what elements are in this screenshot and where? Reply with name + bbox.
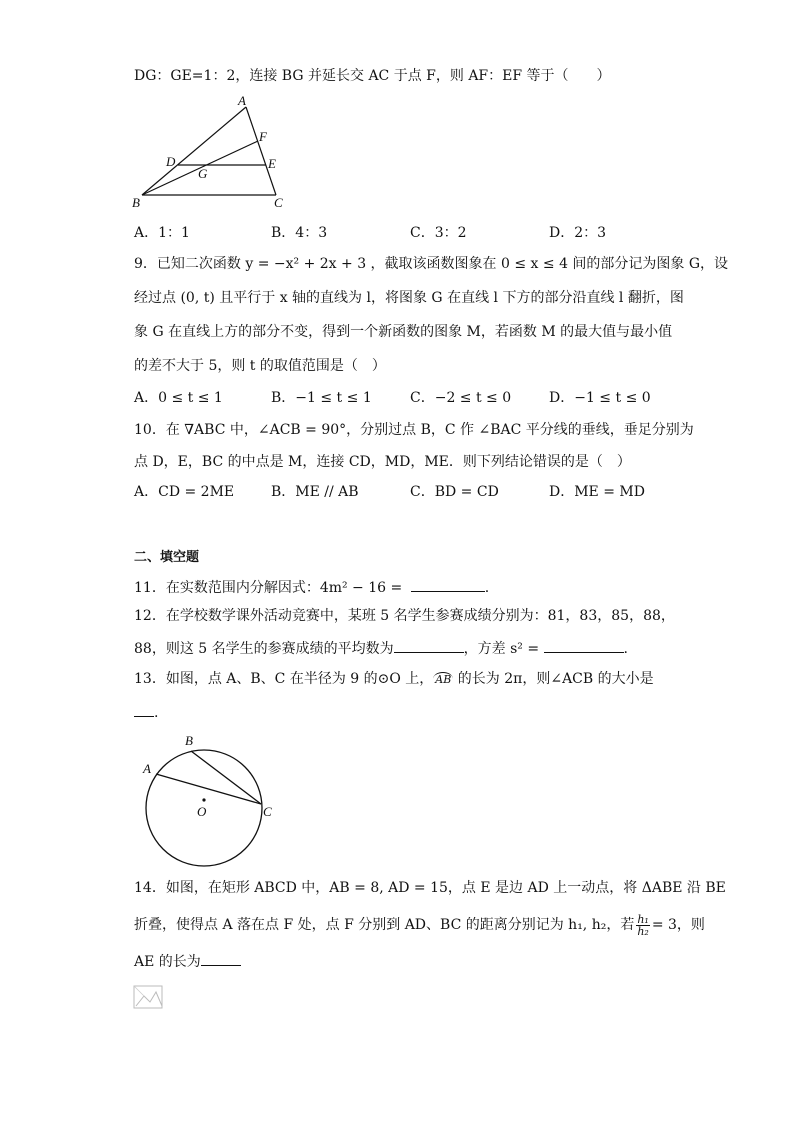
q9-line-2: 经过点 (0, t) 且平行于 x 轴的直线为 l，将图象 G 在直线 l 下方的部分沿直线 l 翻折，图 <box>134 290 684 306</box>
label-G: G <box>198 166 208 181</box>
label-E: E <box>268 156 276 171</box>
label-B: B <box>132 195 140 210</box>
q11-end: . <box>484 580 490 596</box>
q11-line <box>134 577 489 598</box>
q14-answer-blank[interactable] <box>201 951 241 966</box>
q10-option-a: A．CD = 2ME <box>134 484 235 500</box>
q14-frac-den: h₂ <box>637 924 649 938</box>
q9-line-4: 的差不大于 5，则 t 的取值范围是（ ） <box>134 358 386 374</box>
q14-line-1: 14．如图，在矩形 ABCD 中，AB = 8, AD = 15，点 E 是边 AD 上一动点，将 ΔABE 沿 BE <box>134 880 726 896</box>
q12-end: . <box>623 641 628 657</box>
label-A: A <box>143 761 151 776</box>
q8-option-a: A．1：1 <box>134 225 190 241</box>
q13-text-a: 13．如图，点 A、B、C 在半径为 9 的⊙O 上， <box>134 671 434 687</box>
label-F: F <box>259 129 267 144</box>
q12-line-2 <box>134 638 628 659</box>
segment-AC <box>156 774 261 804</box>
q14-text-b: = 3，则 <box>651 917 705 933</box>
label-A: A <box>238 93 246 108</box>
segment-BC <box>191 751 261 804</box>
q14-text-a: 折叠，使得点 A 落在点 F 处，点 F 分别到 AD、BC 的距离分别记为 h₁, h₂，若 <box>134 917 635 933</box>
q9-option-c: C．−2 ≤ t ≤ 0 <box>410 390 512 406</box>
q13-arc-label: AB <box>435 673 452 686</box>
q11-text: 11．在实数范围内分解因式：4m² − 16 = <box>134 580 403 596</box>
label-O: O <box>197 804 207 819</box>
label-C: C <box>263 804 272 819</box>
q10-option-b: B．ME // AB <box>271 484 359 500</box>
q14-line-3 <box>134 951 241 972</box>
q9-option-d: D．−1 ≤ t ≤ 0 <box>549 390 651 406</box>
q14-fraction <box>636 914 650 937</box>
segment-AB <box>142 107 246 195</box>
label-B: B <box>185 733 193 748</box>
q12-line-1: 12．在学校数学课外活动竞赛中，某班 5 名学生参赛成绩分别为：81，83，85，88， <box>134 608 675 624</box>
q14-frac-num: h₁ <box>637 912 649 926</box>
segment-AC <box>246 107 276 195</box>
q9-option-a: A．0 ≤ t ≤ 1 <box>134 390 223 406</box>
q9-line-3: 象 G 在直线上方的部分不变，得到一个新函数的图象 M，若函数 M 的最大值与最小值 <box>134 324 673 340</box>
q12-text-b: ，方差 s² = <box>463 641 540 657</box>
q12-mean-blank[interactable] <box>394 638 464 653</box>
q11-answer-blank[interactable] <box>411 577 485 592</box>
q9-line-1: 9．已知二次函数 y = −x² + 2x + 3 ，截取该函数图象在 0 ≤ x ≤ 4 间的部分记为图象 G，设 <box>134 256 729 272</box>
section-2-title: 二、填空题 <box>134 550 200 565</box>
q10-line-2: 点 D，E，BC 的中点是 M，连接 CD，MD，ME．则下列结论错误的是（ ） <box>134 454 631 470</box>
q14-text-c: AE 的长为 <box>134 954 201 970</box>
q8-option-b: B．4：3 <box>271 225 328 241</box>
q8-option-d: D．2：3 <box>549 225 607 241</box>
center-dot <box>202 798 205 801</box>
q10-line-1: 10．在 ∇ABC 中，∠ACB = 90°，分别过点 B，C 作 ∠BAC 平分线的垂线，垂足分别为 <box>134 422 694 438</box>
q13-circle-figure <box>140 730 300 870</box>
q14-broken-image-icon <box>132 984 166 1010</box>
q13-end: . <box>154 705 159 721</box>
q8-triangle-figure <box>130 95 290 210</box>
q13-answer-blank[interactable] <box>134 702 154 717</box>
q9-option-b: B．−1 ≤ t ≤ 1 <box>271 390 372 406</box>
q13-line-1 <box>134 669 654 690</box>
q12-variance-blank[interactable] <box>544 638 624 653</box>
q10-option-d: D．ME = MD <box>549 484 645 500</box>
label-C: C <box>274 195 283 210</box>
q8-option-c: C．3：2 <box>410 225 467 241</box>
q13-text-b: 的长为 2π，则∠ACB 的大小是 <box>453 671 654 687</box>
label-D: D <box>166 154 176 169</box>
q8-stem: DG：GE=1：2，连接 BG 并延长交 AC 于点 F，则 AF：EF 等于（ ） <box>134 68 611 84</box>
q14-line-2 <box>134 912 705 938</box>
q10-option-c: C．BD = CD <box>410 484 499 500</box>
q12-text-a: 88，则这 5 名学生的参赛成绩的平均数为 <box>134 641 394 657</box>
q13-line-2 <box>134 702 158 723</box>
